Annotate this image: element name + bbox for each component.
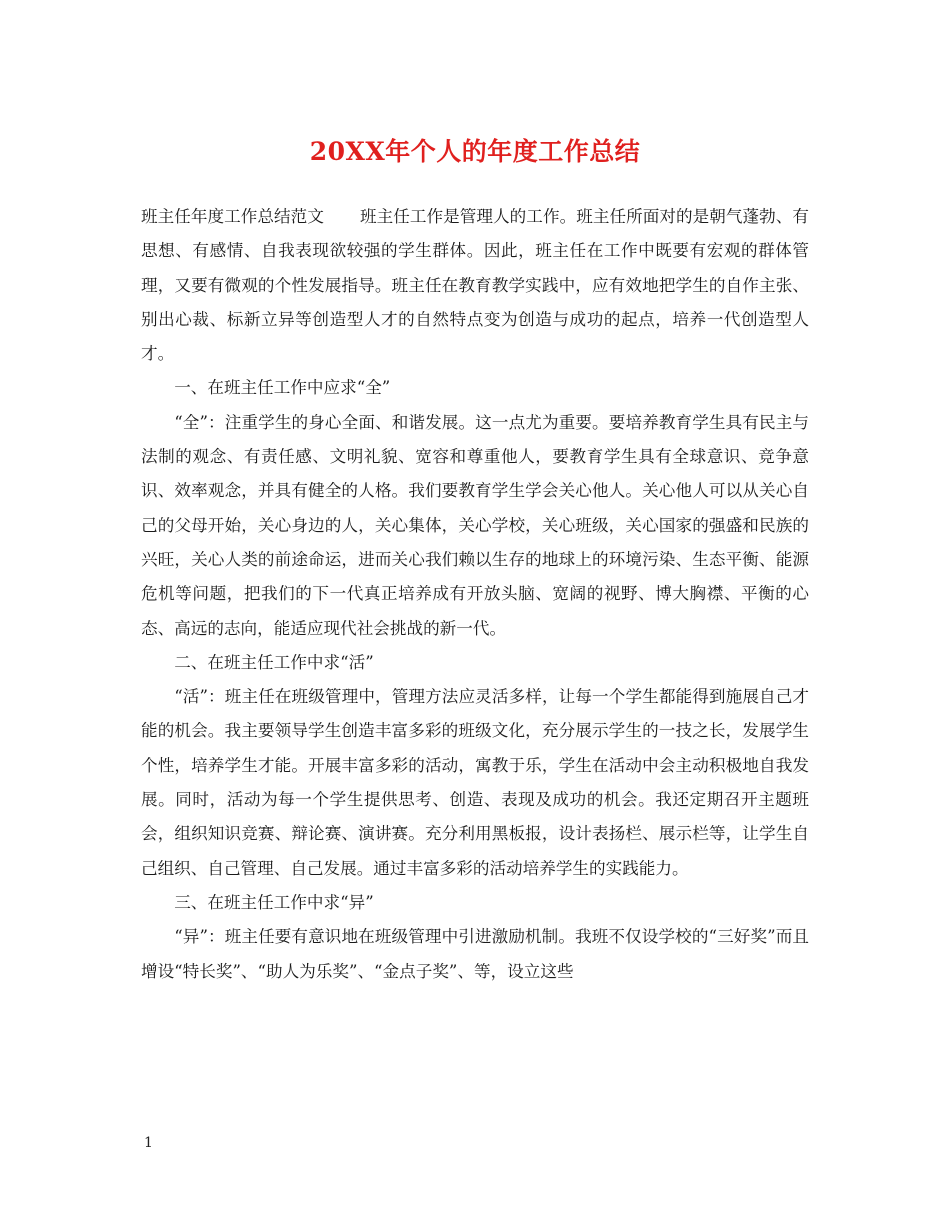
intro-text: 班主任工作是管理人的工作。班主任所面对的是朝气蓬勃、有思想、有感情、自我表现欲较强的学生群体。因此，班主任在工作中既要有宏观的群体管理，又要有微观的个性发展指导。班主任在教育教学实践中，应有效地把学生的自作主张、别出心裁、标新立异等创造型人才的自然特点变为创造与成功的起点，培养一代创造型人才。 (141, 207, 810, 364)
section-heading-2: 二、在班主任工作中求“活” (174, 652, 374, 672)
page-number: 1 (144, 1135, 153, 1151)
section-body-2: “活”：班主任在班级管理中，管理方法应灵活多样，让每一个学生都能得到施展自己才能的机会。我主要领导学生创造丰富多彩的班级文化，充分展示学生的一技之长，发展学生个性，培养学生才能。开展丰富多彩的活动，寓教于乐，学生在活动中会主动积极地自我发展。同时，活动为每一个学生提供思考、创造、表现及成功的机会。我还定期召开主题班会，组织知识竞赛、辩论赛、演讲赛。充分利用黑板报，设计表扬栏、展示栏等，让学生自己组织、自己管理、自己发展。通过丰富多彩的活动培养学生的实践能力。 (141, 687, 809, 878)
section-body-3: “异”：班主任要有意识地在班级管理中引进激励机制。我班不仅设学校的“三好奖”而且增设“特长奖”、“助人为乐奖”、“金点子奖”、等，设立这些 (141, 927, 809, 981)
intro-paragraph (141, 200, 809, 371)
document-body (141, 200, 809, 989)
section-heading-1: 一、在班主任工作中应求“全” (174, 378, 391, 398)
section-heading-3: 三、在班主任工作中求“异” (174, 892, 374, 912)
intro-label: 班主任年度工作总结范文 (141, 207, 324, 226)
section-body-1: “全”：注重学生的身心全面、和谐发展。这一点尤为重要。要培养教育学生具有民主与法制的观念、有责任感、文明礼貌、宽容和尊重他人，要教育学生具有全球意识、竞争意识、效率观念，并具有健全的人格。我们要教育学生学会关心他人。关心他人可以从关心自己的父母开始，关心身边的人，关心集体，关心学校，关心班级，关心国家的强盛和民族的兴旺，关心人类的前途命运，进而关心我们赖以生存的地球上的环境污染、生态平衡、能源危机等问题，把我们的下一代真正培养成有开放头脑、宽阔的视野、博大胸襟、平衡的心态、高远的志向，能适应现代社会挑战的新一代。 (141, 412, 809, 638)
document-title: 20XX年个人的年度工作总结 (309, 137, 641, 166)
